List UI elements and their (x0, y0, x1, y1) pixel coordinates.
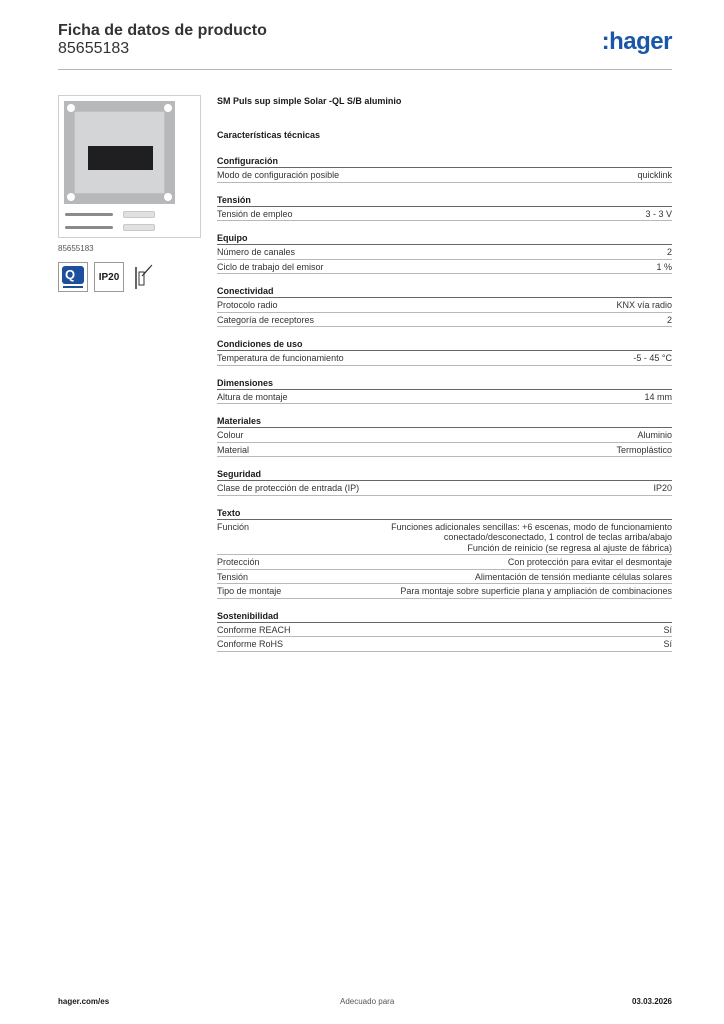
product-image (58, 95, 201, 238)
spec-row (217, 260, 672, 275)
dowel-icon (123, 211, 155, 218)
spec-label: Tipo de montaje (217, 586, 282, 596)
dowel-icon (123, 224, 155, 231)
section-title: Texto (217, 507, 241, 518)
characteristics-heading: Características técnicas (217, 130, 321, 140)
hager-logo: :hager (601, 28, 672, 55)
spec-value (667, 315, 672, 326)
spec-label: Función (217, 521, 250, 532)
section-title: Seguridad (217, 469, 262, 479)
spec-section (217, 285, 672, 327)
solar-cell (88, 146, 153, 170)
spec-value-line: Sí (663, 639, 672, 649)
footer-date: 03.03.2026 (631, 997, 672, 1006)
ip-rating-label: IP20 (98, 271, 120, 283)
spec-value (663, 625, 672, 636)
feature-badges (58, 262, 168, 294)
spec-label: Conforme REACH (217, 624, 291, 635)
spec-label: Temperatura de funcionamiento (217, 353, 344, 363)
spec-section (217, 338, 672, 366)
spec-value (391, 522, 672, 554)
spec-label: Número de canales (217, 247, 296, 257)
mounting-hole (67, 193, 75, 201)
footer-note: Adecuado para (340, 997, 395, 1006)
spec-label: Categoría de receptores (217, 314, 315, 325)
spec-value (637, 430, 672, 441)
spec-value-line: 2 (666, 247, 672, 257)
spec-row (217, 168, 672, 183)
spec-value (656, 262, 672, 273)
product-number: 85655183 (58, 40, 130, 57)
spec-row (217, 555, 672, 570)
spec-row (217, 637, 672, 652)
section-title: Configuración (217, 156, 278, 166)
spec-value (400, 586, 672, 597)
spec-value-line: KNX vía radio (616, 300, 672, 310)
spec-row (217, 570, 672, 585)
spec-label: Conforme RoHS (217, 639, 284, 649)
section-title: Materiales (217, 416, 262, 426)
spec-value-line: 14 mm (644, 391, 672, 402)
footer-website: hager.com/es (58, 997, 110, 1006)
spec-label: Tensión (217, 571, 249, 582)
section-title: Conectividad (217, 286, 274, 296)
spec-value (633, 353, 672, 364)
image-caption: 85655183 (58, 244, 94, 253)
spec-value (616, 300, 672, 311)
spec-row (217, 481, 672, 496)
screw-icon (65, 213, 113, 216)
spec-row (217, 351, 672, 366)
section-title: Sostenibilidad (217, 610, 279, 621)
screw-icon (65, 226, 113, 229)
spec-row (217, 584, 672, 599)
spec-sections (217, 155, 672, 652)
spec-value-line: conectado/desconectado, 1 control de teclas arriba/abajo (443, 532, 672, 542)
spec-value-line: Para montaje sobre superficie plana y ampliación de combinaciones (400, 586, 672, 596)
spec-value-line: 1 % (656, 261, 672, 272)
spec-label: Colour (217, 430, 244, 440)
spec-label: Protocolo radio (217, 300, 278, 310)
mounting-hole (164, 104, 172, 112)
spec-value-line: Funciones adicionales sencillas: +6 escenas, modo de funcionamiento (391, 521, 672, 532)
spec-section (217, 232, 672, 274)
spec-value (637, 170, 672, 181)
spec-value (616, 445, 672, 456)
spec-row (217, 390, 672, 405)
ip-rating-icon (94, 262, 124, 292)
spec-value-line: -5 - 45 °C (633, 353, 672, 363)
spec-value-line: 2 (666, 314, 672, 325)
spec-row (217, 313, 672, 328)
spec-row (217, 428, 672, 443)
spec-section (217, 468, 672, 496)
section-title: Condiciones de uso (217, 339, 303, 349)
spec-value (475, 572, 672, 583)
spec-section (217, 415, 672, 457)
spec-section (217, 155, 672, 183)
spec-row (217, 520, 672, 556)
spec-value (653, 483, 672, 494)
push-button-cover (74, 111, 165, 194)
section-title: Tensión (217, 194, 251, 205)
spec-value-line: Función de reinicio (se regresa al ajuste de fábrica) (467, 542, 672, 553)
spec-section (217, 507, 672, 599)
spec-value-line: Aluminio (637, 430, 672, 440)
spec-label: Protección (217, 557, 260, 567)
surface-mount-icon (130, 262, 160, 292)
spec-value-line: Alimentación de tensión mediante células solares (474, 571, 672, 582)
spec-label: Tensión de empleo (217, 208, 293, 219)
spec-value-line: quicklink (637, 170, 672, 180)
spec-value (667, 247, 672, 258)
spec-label: Modo de configuración posible (217, 170, 340, 180)
spec-label: Material (217, 444, 250, 455)
spec-value-line: IP20 (653, 483, 672, 493)
page-footer (58, 997, 672, 1011)
product-title: SM Puls sup simple Solar -QL S/B aluminio (217, 96, 402, 106)
spec-value-line: Con protección para evitar el desmontaje (507, 557, 672, 567)
section-title: Equipo (217, 233, 248, 243)
spec-value (508, 557, 672, 568)
section-title: Dimensiones (217, 377, 274, 388)
spec-value-line: 3 - 3 V (645, 208, 672, 219)
spec-row (217, 298, 672, 313)
spec-row (217, 443, 672, 458)
spec-label: Clase de protección de entrada (IP) (217, 483, 360, 493)
switch-plate-illustration (64, 101, 175, 204)
spec-label: Ciclo de trabajo del emisor (217, 261, 324, 272)
spec-row (217, 245, 672, 260)
page-header (58, 20, 672, 70)
spec-value (644, 392, 672, 403)
spec-section (217, 610, 672, 652)
mounting-hole (164, 193, 172, 201)
quicklink-icon: Q (58, 262, 88, 292)
spec-value-line: Sí (663, 624, 672, 635)
specifications (217, 96, 672, 652)
document-title: Ficha de datos de producto (58, 22, 267, 39)
spec-value (663, 639, 672, 650)
spec-section (217, 377, 672, 405)
spec-label: Altura de montaje (217, 391, 288, 402)
spec-row (217, 207, 672, 222)
spec-value-line: Termoplástico (616, 444, 672, 455)
spec-row (217, 623, 672, 638)
spec-value (645, 209, 672, 220)
spec-section (217, 194, 672, 222)
